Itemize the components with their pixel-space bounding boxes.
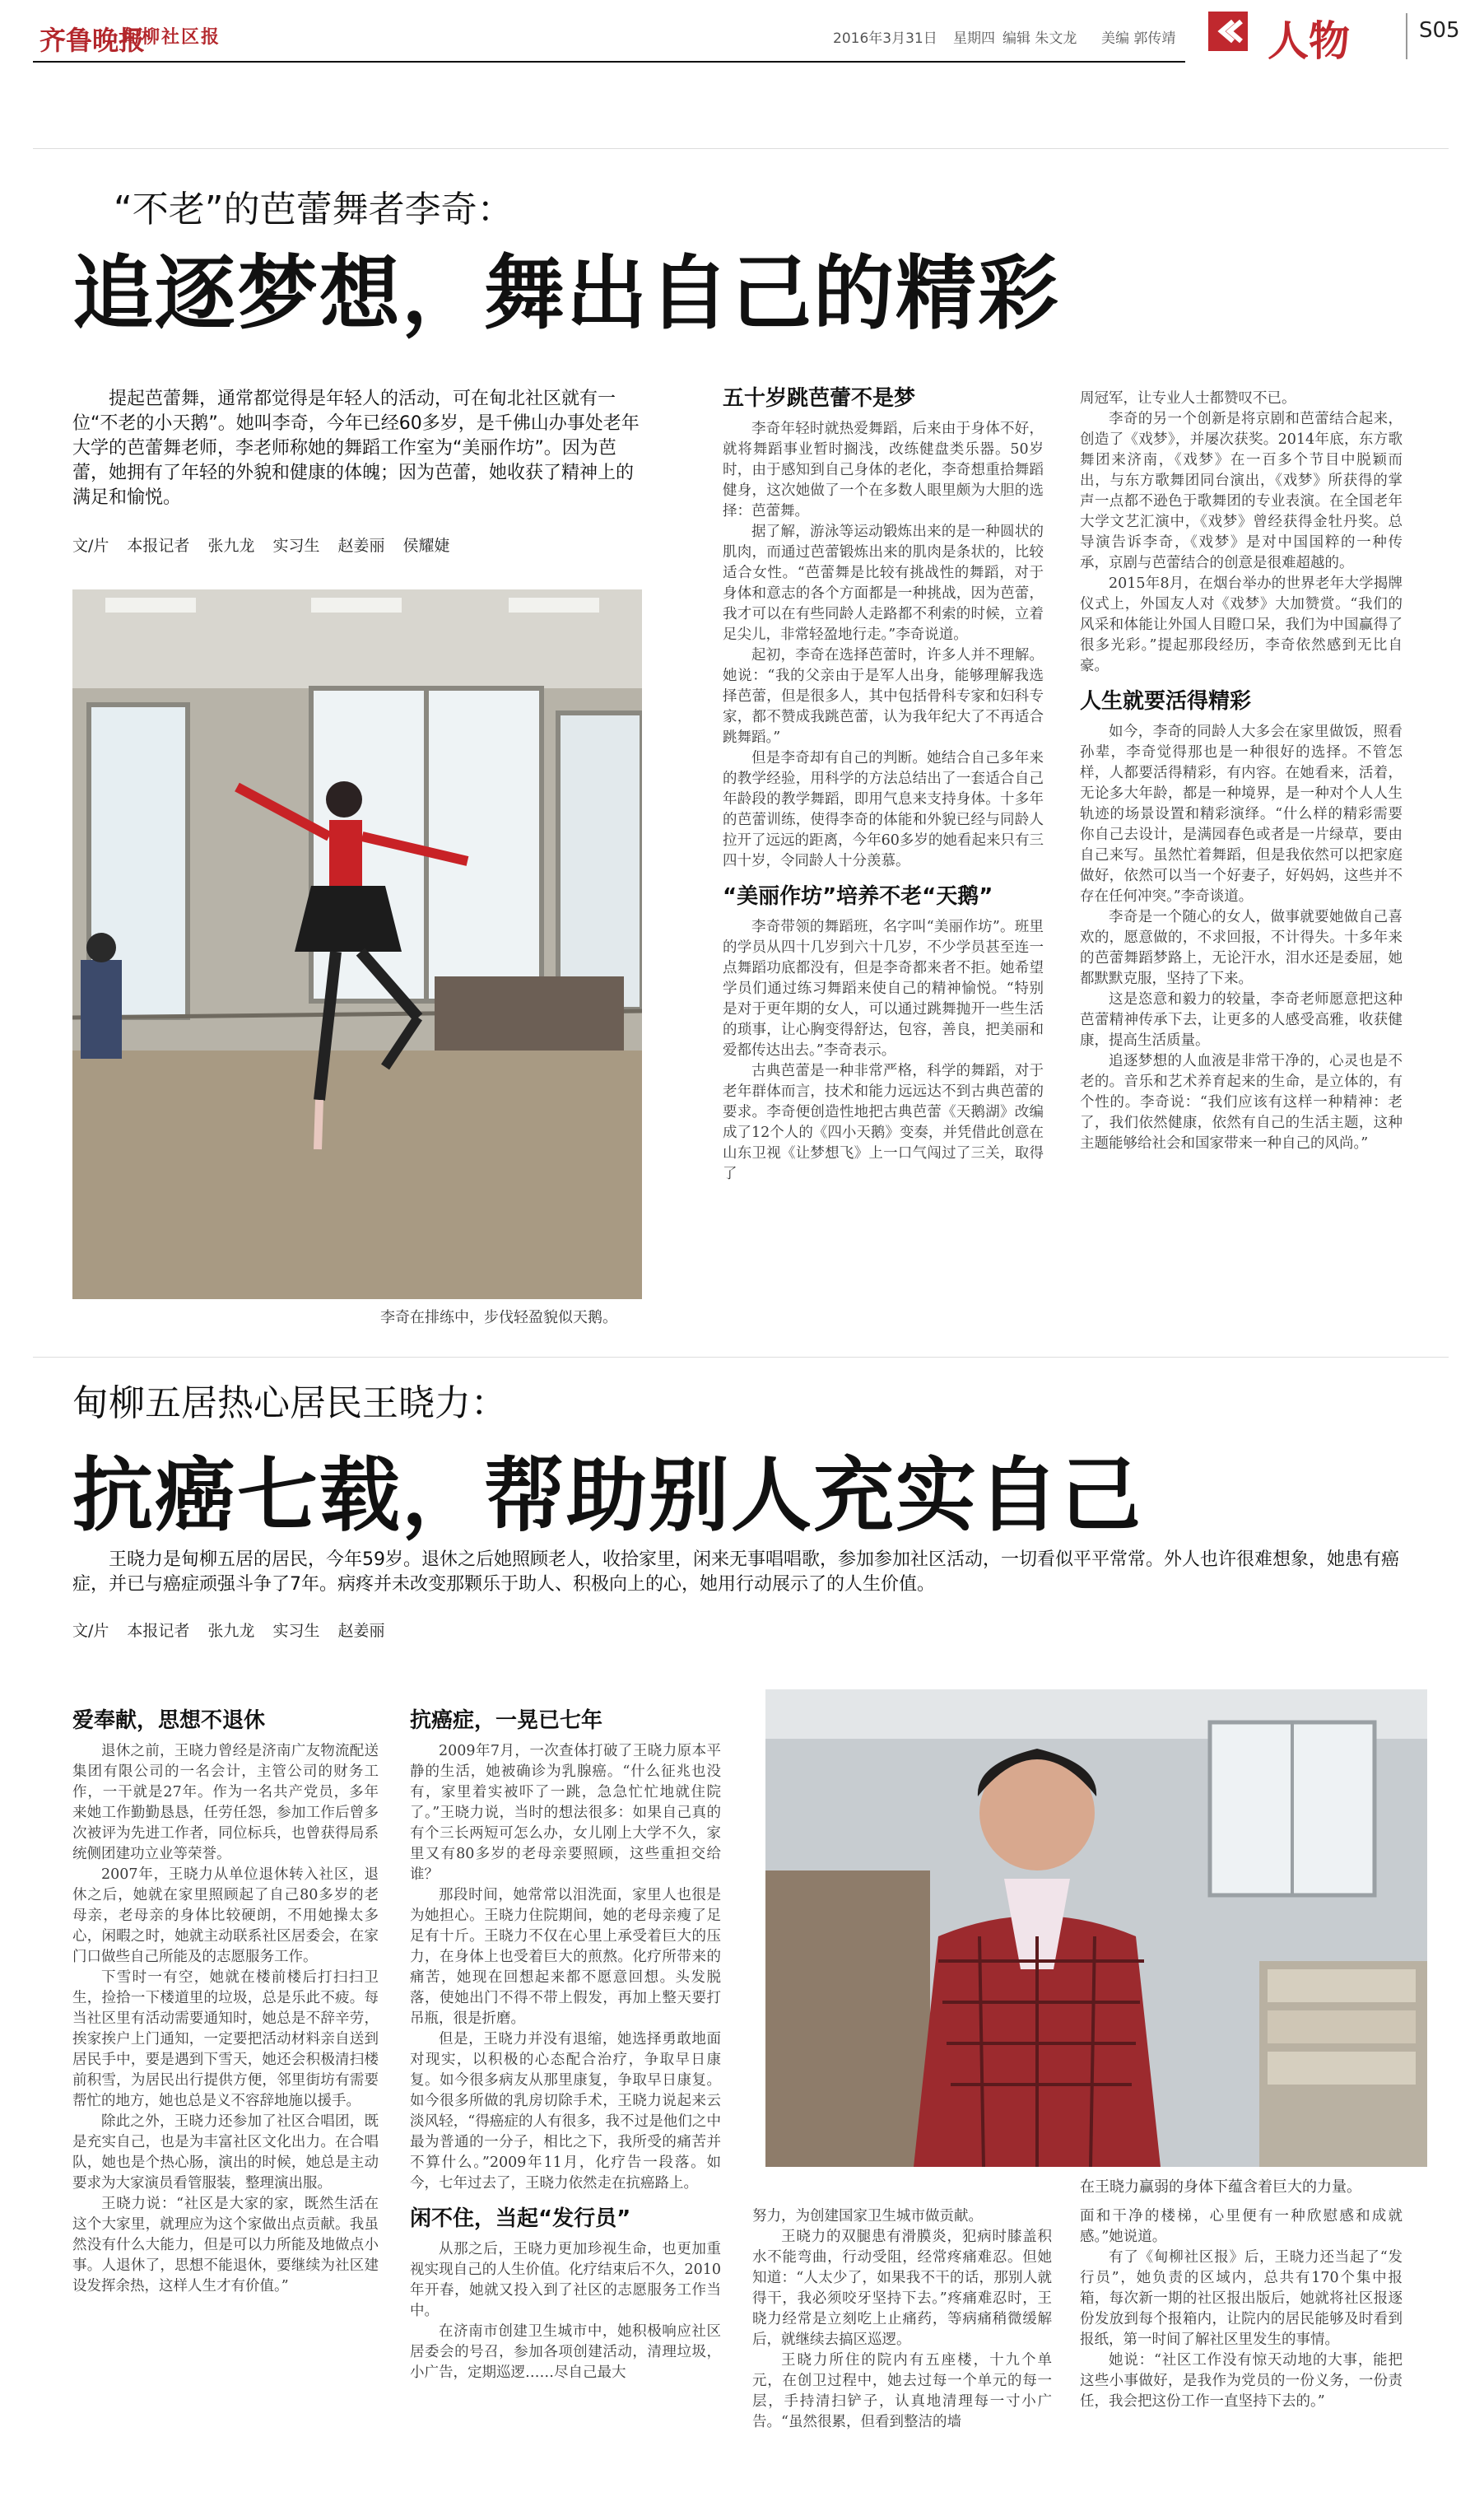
body-paragraph: 面和干净的楼梯，心里便有一种欣慰感和成就感。”她说道。 (1080, 2208, 1403, 2245)
story2-column-3 (752, 2206, 1052, 2433)
story2-column-2 (410, 1708, 721, 2383)
page-number-divider (1406, 13, 1407, 59)
body-paragraph: 王晓力的双腿患有滑膜炎，犯病时膝盖积水不能弯曲，行动受阻，经常疼痛难忍。但她知道：“人太少了，如果我不干的话，那别人就得干，我必须咬牙坚持下去。”疼痛难忍时，王晓力经常是立刻吃上止痛药，等病痛稍微缓解后，就继续去搞区巡逻。 (752, 2229, 1052, 2348)
story2-column-1 (72, 1708, 379, 2297)
body-paragraph: 李奇是一个随心的女人，做事就要她做自己喜欢的，愿意做的，不求回报，不计得失。十多年来的芭蕾舞蹈梦路上，无论汗水，泪水还是委屈，她都默默克服，坚持了下来。 (1080, 909, 1403, 987)
body-paragraph: 追逐梦想的人血液是非常干净的，心灵也是不老的。音乐和艺术养育起来的生命，是立体的，有个性的。李奇说：“我们应该有这样一种精神：老了，我们依然健康，依然有自己的生活主题，这种主题能够给社会和国家带来一种自己的风尚。” (1080, 1053, 1403, 1152)
story-divider (33, 1357, 1449, 1358)
masthead-rule (33, 61, 1185, 63)
story-divider (33, 148, 1449, 149)
story1-column-2 (723, 386, 1044, 1185)
body-paragraph: 2009年7月，一次查体打破了王晓力原本平静的生活，她被确诊为乳腺癌。“什么征兆也没有，家里着实被吓了一跳，急急忙忙地就住院了。”王晓力说，当时的想法很多：如果自己真的有个三长两短可怎么办，女儿刚上大学不久，家里又有80多岁的老母亲要照顾，这些重担交给谁？ (410, 1743, 721, 1883)
story1-headline: 追逐梦想，舞出自己的精彩 (72, 247, 1061, 341)
body-paragraph: 2015年8月，在烟台举办的世界老年大学揭牌仪式上，外国友人对《戏梦》大加赞赏。“我们的风采和体能让外国人目瞪口呆，我们为中国赢得了很多光彩。”提起那段经历，李奇依然感到无比自豪。 (1080, 575, 1403, 674)
body-paragraph: 那段时间，她常常以泪洗面，家里人也很是为她担心。王晓力住院期间，她的老母亲瘦了足足有十斤。王晓力不仅在心里上承受着巨大的压力，在身体上也受着巨大的煎熬。化疗所带来的痛苦，她现在回想起来都不愿意回想。头发脱落，使她出门不得不带上假发，再加上整天要打吊瓶，很是折磨。 (410, 1887, 721, 2027)
story1-lead: 提起芭蕾舞，通常都觉得是年轻人的活动，可在甸北社区就有一位“不老的小天鹅”。她叫李奇，今年已经60多岁，是千佛山办事处老年大学的芭蕾舞老师，李老师称她的舞蹈工作室为“美丽作坊”。因为芭蕾，她拥有了年轻的外貌和健康的体魄；因为芭蕾，她收获了精神上的满足和愉悦。 (72, 389, 640, 508)
editor-credit: 编辑 朱文龙 (1003, 30, 1077, 47)
body-paragraph: 周冠军，让专业人士都赞叹不已。 (1080, 390, 1296, 407)
body-paragraph: 2007年，王晓力从单位退休转入社区，退休之后，她就在家里照顾起了自己80多岁的老母亲，老母亲的身体比较硬朗，不用她操太多心，闲暇之时，她就主动联系社区居委会，在家门口做些自己所能及的志愿服务工作。 (72, 1866, 379, 1965)
body-paragraph: 这是恣意和毅力的较量，李奇老师愿意把这种芭蕾精神传承下去，让更多的人感受高雅，收获健康，提高生活质量。 (1080, 991, 1403, 1049)
body-paragraph: 王晓力所住的院内有五座楼，十九个单元，在创卫过程中，她去过每一个单元的每一层，手持清扫铲子，认真地清理每一寸小广告。“虽然很累，但看到整洁的墙 (752, 2352, 1052, 2430)
body-paragraph: 如今，李奇的同龄人大多会在家里做饭，照看孙辈，李奇觉得那也是一种很好的选择。不管怎样，人都要活得精彩，有内容。在她看来，活着，无论多大年龄，都是一种境界，是一种对个人人生轨迹的场景设置和精彩演绎。“什么样的精彩需要你自己去设计，是满园春色或者是一片绿草，要由自己来写。虽然忙着舞蹈，但是我依然可以把家庭做好，依然可以当一个好妻子，好妈妈，这些并不存在任何冲突。”李奇谈道。 (1080, 724, 1403, 905)
story1-photo-caption: 李奇在排练中，步伐轻盈貌似天鹅。 (380, 1309, 617, 1326)
body-paragraph: 除此之外，王晓力还参加了社区合唱团，既是充实自己，也是为丰富社区文化出力。在合唱队，她也是个热心肠，演出的时候，她总是主动要求为大家演员看管服装，整理演出服。 (72, 2113, 379, 2192)
issue-date: 2016年3月31日 (833, 30, 937, 47)
body-paragraph: 据了解，游泳等运动锻炼出来的是一种圆状的肌肉，而通过芭蕾锻炼出来的肌肉是条状的，比较适合女性。“芭蕾舞是比较有挑战性的舞蹈，对于身体和意志的各个方面都是一种挑战，因为芭蕾，我才可以在有些同龄人走路都不利索的时候，立着足尖儿，非常轻盈地行走。”李奇说道。 (723, 524, 1044, 643)
designer-credit: 美编 郭传靖 (1101, 30, 1176, 47)
story1-byline: 文/片 本报记者 张九龙 实习生 赵姜丽 侯耀婕 (72, 537, 450, 555)
story2-lead: 王晓力是甸柳五居的居民，今年59岁。退休之后她照顾老人，收拾家里，闲来无事唱唱歌，参加参加社区活动，一切看似平平常常。外人也许很难想象，她患有癌症，并已与癌症顽强斗争了7年。病疼并未改变那颗乐于助人、积极向上的心，她用行动展示了的人生价值。 (72, 1549, 1399, 1595)
body-paragraph: 但是，王晓力并没有退缩，她选择勇敢地面对现实，以积极的心态配合治疗，争取早日康复。如今很多病友从那里康复，争取早日康复。如今很多所做的乳房切除手术，王晓力说起来云淡风轻，“得癌症的人有很多，我不过是他们之中最为普通的一分子，相比之下，我所受的痛苦并不算什么。”2009年11月，化疗告一段落。如今，七年过去了，王晓力依然走在抗癌路上。 (410, 2031, 721, 2192)
section-subhead: 人生就要活得精彩 (1080, 689, 1252, 714)
section-subhead: “美丽作坊”培养不老“天鹅” (723, 884, 993, 909)
story2-photo-caption: 在王晓力赢弱的身体下蕴含着巨大的力量。 (1080, 2178, 1361, 2196)
body-paragraph: 在济南市创建卫生城市中，她积极响应社区居委会的号召，参加各项创建活动，清理垃圾，小广告，定期巡逻……尽自己最大 (410, 2323, 721, 2381)
issue-weekday: 星期四 (953, 30, 995, 47)
story2-byline: 文/片 本报记者 张九龙 实习生 赵姜丽 (72, 1622, 385, 1640)
story2-column-4 (1080, 2206, 1403, 2412)
section-subhead: 爱奉献，思想不退休 (72, 1708, 266, 1733)
newspaper-logo: 齐鲁晚报 (40, 25, 146, 56)
story1-column-3 (1080, 389, 1403, 1154)
body-paragraph: 古典芭蕾是一种非常严格，科学的舞蹈，对于老年群体而言，技术和能力远远达不到古典芭蕾的要求。李奇便创造性地把古典芭蕾《天鹅湖》改编成了12个人的《四小天鹅》变奏，并凭借此创意在山东卫视《让梦想飞》上一口气闯过了三关，取得了 (723, 1063, 1044, 1182)
body-paragraph: 从那之后，王晓力更加珍视生命，也更加重视实现自己的人生价值。化疗结束后不久，2010年开春，她就又投入到了社区的志愿服务工作当中。 (410, 2241, 721, 2319)
category-arrow-icon (1208, 12, 1248, 51)
category-label: 人物 (1268, 17, 1350, 65)
story2-kicker: 甸柳五居热心居民王晓力： (72, 1382, 507, 1424)
story1-kicker: “不老”的芭蕾舞者李奇： (114, 189, 514, 231)
section-subhead: 抗癌症，一晃已七年 (410, 1708, 603, 1733)
body-paragraph: 李奇年轻时就热爱舞蹈，后来由于身体不好，就将舞蹈事业暂时搁浅，改练健盘类乐器。50岁时，由于感知到自己身体的老化，李奇想重拾舞蹈健身，这次她做了一个在多数人眼里颇为大胆的选择：芭蕾舞。 (723, 421, 1044, 519)
section-name: 甸柳社区报 (122, 27, 221, 48)
body-paragraph: 李奇带领的舞蹈班，名字叫“美丽作坊”。班里的学员从四十几岁到六十几岁，不少学员甚至连一点舞蹈功底都没有，但是李奇都来者不拒。她希望学员们通过练习舞蹈来使自己的精神愉悦。“特别是对于更年期的女人，可以通过跳舞抛开一些生活的琐事，让心胸变得舒达，包容，善良，把美丽和爱都传达出去。”李奇表示。 (723, 919, 1044, 1059)
body-paragraph: 起初，李奇在选择芭蕾时，许多人并不理解。她说：“我的父亲由于是军人出身，能够理解我选择芭蕾，但是很多人，其中包括骨科专家和妇科专家，都不赞成我跳芭蕾，认为我年纪大了不再适合跳舞蹈。” (723, 647, 1044, 746)
body-paragraph: 有了《甸柳社区报》后，王晓力还当起了“发行员”，她负责的区域内，总共有170个集中报箱，每次新一期的社区报出版后，她就将社区报逐份发放到每个报箱内，让院内的居民能够及时看到报纸，第一时间了解社区里发生的事情。 (1080, 2249, 1403, 2348)
section-subhead: 五十岁跳芭蕾不是梦 (723, 386, 916, 411)
wang-xiaoli-photo (765, 1689, 1427, 2167)
body-paragraph: 下雪时一有空，她就在楼前楼后打扫扫卫生，捡拾一下楼道里的垃圾，总是乐此不疲。每当社区里有活动需要通知时，她总是不辞辛劳，挨家挨户上门通知，一定要把活动材料亲自送到居民手中，要是遇到下雪天，她还会积极清扫楼前积雪，为居民出行提供方便，邻里街坊有需要帮忙的地方，她也总是义不容辞地施以援手。 (72, 1969, 379, 2109)
page-number: S05 (1419, 18, 1460, 43)
body-paragraph: 王晓力说：“社区是大家的家，既然生活在这个大家里，就理应为这个家做出点贡献。我虽然没有什么大能力，但是可以力所能及地做点小事。人退休了，思想不能退休，要继续为社区建设发挥余热，这样人生才有价值。” (72, 2196, 379, 2294)
ballet-dancer-photo (72, 589, 642, 1299)
section-subhead: 闲不住，当起“发行员” (410, 2206, 631, 2231)
body-paragraph: 李奇的另一个创新是将京剧和芭蕾结合起来，创造了《戏梦》，并屡次获奖。2014年底，东方歌舞团来济南，《戏梦》在一百多个节目中脱颖而出，与东方歌舞团同台演出，《戏梦》所获得的掌声一点都不逊色于歌舞团的专业表演。在全国老年大学文艺汇演中，《戏梦》曾经获得金牡丹奖。总导演告诉李奇，《戏梦》是对中国国粹的一种传承，京剧与芭蕾结合的创意是很难超越的。 (1080, 411, 1403, 571)
story2-headline: 抗癌七载，帮助别人充实自己 (72, 1449, 1143, 1543)
body-paragraph: 退休之前，王晓力曾经是济南广友物流配送集团有限公司的一名会计，主管公司的财务工作，一干就是27年。作为一名共产党员，多年来她工作勤勤恳恳，任劳任怨，参加工作后曾多次被评为先进工作者，同位标兵，也曾获得局系统侧团建功立业等荣誉。 (72, 1743, 379, 1862)
body-paragraph: 努力，为创建国家卫生城市做贡献。 (752, 2208, 983, 2224)
body-paragraph: 她说：“社区工作没有惊天动地的大事，能把这些小事做好，是我作为党员的一份义务，一份责任，我会把这份工作一直坚持下去的。” (1080, 2352, 1403, 2410)
body-paragraph: 但是李奇却有自己的判断。她结合自己多年来的教学经验，用科学的方法总结出了一套适合自己年龄段的教学舞蹈，即用气息来支持身体。十多年的芭蕾训练，使得李奇的体能和外貌已经与同龄人拉开了远远的距离，今年60多岁的她看起来只有三四十岁，令同龄人十分羡慕。 (723, 750, 1044, 869)
